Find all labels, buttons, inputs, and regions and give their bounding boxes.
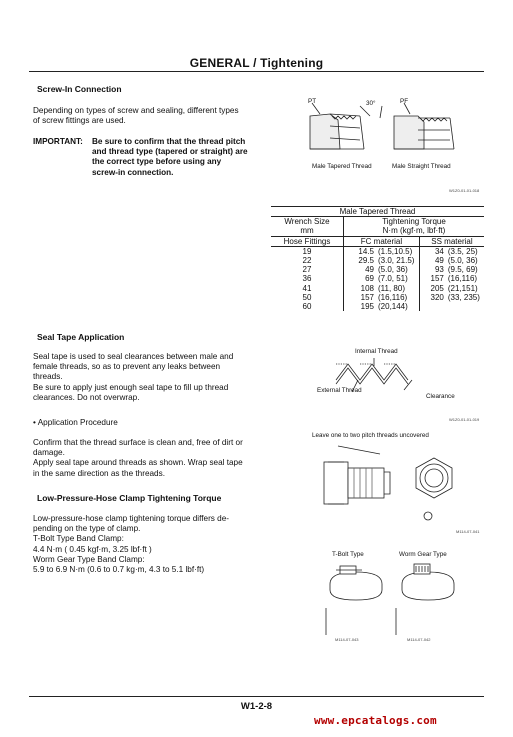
ss-value: 93: [434, 265, 444, 275]
figure-code: M114-07-042: [407, 637, 431, 642]
table-cell: [419, 302, 484, 311]
pt-label: PT: [308, 98, 317, 105]
fc-value: 29.5: [358, 256, 374, 266]
procedure-line: Confirm that the thread surface is clean and, free of dirt or: [33, 438, 243, 447]
header-unit: N·m (kgf·m, lbf·ft): [382, 226, 446, 236]
page-title: GENERAL / Tightening: [189, 56, 324, 70]
torque-rows: [271, 246, 484, 311]
screw-in-line: of screw fittings are used.: [33, 116, 126, 126]
torque-table: [271, 206, 484, 311]
table-cell: [344, 302, 420, 311]
header-torque: Tightening Torque: [382, 217, 446, 227]
seal-tape-wrap-figure: [310, 442, 480, 527]
fc-paren: (11, 80): [378, 283, 405, 293]
clamp-line: 5.9 to 6.9 N·m (0.6 to 0.7 kg·m, 4.3 to 5.1 lbf·ft): [33, 565, 205, 575]
table-cell: [344, 265, 420, 274]
ss-paren: (16,116): [447, 274, 478, 284]
table-row: [271, 256, 484, 265]
screw-in-line: Depending on types of screw and sealing, different types: [33, 106, 239, 115]
application-procedure-text: [33, 438, 266, 479]
torque-table-grid: [271, 206, 484, 311]
pf-label: PF: [400, 98, 409, 105]
header-hose-fittings: Hose Fittings: [271, 236, 344, 246]
external-thread-label: External Thread: [317, 387, 362, 394]
fc-paren: (5.0, 36): [378, 265, 408, 275]
worm-gear-type-label: Worm Gear Type: [399, 551, 447, 558]
page-number: W1-2-8: [240, 701, 273, 712]
header-wrench-size: Wrench Size: [271, 217, 344, 227]
male-straight-caption: Male Straight Thread: [392, 163, 451, 170]
seal-tape-heading: Seal Tape Application: [37, 332, 125, 342]
table-row: [271, 293, 484, 302]
ss-paren: (33, 235): [447, 292, 480, 302]
figure-code: M114-07-041: [456, 529, 480, 534]
fc-value: 195: [360, 302, 374, 312]
seal-tape-line: Be sure to apply just enough seal tape to fill up thread: [33, 382, 229, 392]
important-label: IMPORTANT:: [33, 137, 83, 146]
ss-paren: [444, 302, 448, 311]
table-row: [271, 274, 484, 283]
fc-paren: (20,144): [378, 302, 408, 312]
seal-tape-text: [33, 352, 266, 403]
important-line: screw-in connection.: [92, 167, 174, 177]
ss-value: 157: [430, 274, 444, 284]
title-rule: [29, 71, 484, 72]
table-cell: [344, 293, 420, 302]
ss-value: 320: [430, 292, 444, 302]
clearance-label: Clearance: [426, 393, 455, 400]
table-cell: [419, 274, 484, 283]
male-tapered-caption: Male Tapered Thread: [312, 163, 372, 170]
table-cell: [419, 256, 484, 265]
clamp-line: T-Bolt Type Band Clamp:: [33, 534, 124, 544]
table-row: [271, 284, 484, 293]
clamp-line: pending on the type of clamp.: [33, 524, 141, 534]
fc-value: 14.5: [358, 246, 374, 256]
clamp-text: [33, 514, 267, 575]
thread-type-figure: [300, 94, 475, 174]
clamp-heading: Low-Pressure-Hose Clamp Tightening Torque: [37, 493, 222, 503]
important-line: and thread type (tapered or straight) are: [92, 147, 248, 157]
ss-value: 205: [430, 283, 444, 293]
clamp-line: Worm Gear Type Band Clamp:: [33, 554, 145, 564]
header-fc-material: FC material: [344, 236, 420, 246]
angle-label: 30°: [366, 100, 376, 107]
fc-paren: (7.0, 51): [378, 274, 408, 284]
figure-code: W1Z0-01-01-019: [449, 417, 480, 422]
watermark: www.epcatalogs.com: [314, 714, 437, 727]
table-row: [271, 302, 484, 311]
fc-paren: (1.5,10.5): [378, 246, 413, 256]
procedure-line: Apply seal tape around threads as shown. Wrap seal tape: [33, 458, 243, 468]
table-cell: [419, 284, 484, 293]
ss-paren: (3.5, 25): [447, 246, 478, 256]
table-cell: [344, 274, 420, 283]
fc-value: 49: [365, 265, 374, 275]
ss-paren: (5.0, 36): [447, 256, 478, 266]
seal-tape-line: threads.: [33, 372, 63, 382]
procedure-line: in the same direction as the threads.: [33, 468, 165, 478]
table-cell: 19: [271, 246, 344, 256]
hose-clamp-figure: [322, 560, 467, 635]
ss-paren: (21,151): [447, 283, 478, 293]
screw-in-text: [33, 106, 273, 126]
ss-value: 34: [434, 246, 444, 256]
seal-tape-line: clearances. Do not overwrap.: [33, 392, 140, 402]
tbolt-type-label: T-Bolt Type: [332, 551, 364, 558]
important-text: [92, 137, 267, 178]
table-cell: 41: [271, 284, 344, 293]
figure-code: M114-07-043: [335, 637, 359, 642]
table-cell: [419, 293, 484, 302]
table-cell: [344, 256, 420, 265]
table-cell: [344, 284, 420, 293]
figure-code: W1Z0-01-01-018: [449, 188, 480, 193]
header-mm: mm: [271, 226, 344, 236]
table-unit-row: [271, 226, 484, 236]
fc-value: 69: [365, 274, 374, 284]
fc-paren: (16,116): [378, 292, 408, 302]
header-ss-material: SS material: [431, 236, 473, 246]
table-cell: [344, 246, 420, 256]
fc-value: 108: [360, 283, 374, 293]
table-cell: 22: [271, 256, 344, 265]
screw-in-heading: Screw-In Connection: [37, 84, 122, 94]
table-cell: 60: [271, 302, 344, 311]
table-cell: 50: [271, 293, 344, 302]
fc-paren: (3.0, 21.5): [378, 256, 415, 266]
clamp-line: Low-pressure-hose clamp tightening torque differs de-: [33, 514, 230, 523]
table-cell: 36: [271, 274, 344, 283]
seal-tape-line: Seal tape is used to seal clearances between male and: [33, 352, 234, 361]
table-title-row: [271, 207, 484, 217]
seal-tape-line: female threads, so as to prevent any leaks between: [33, 362, 221, 372]
procedure-line: damage.: [33, 448, 65, 458]
ss-paren: (9.5, 69): [447, 265, 478, 275]
footer-rule: [29, 696, 484, 697]
clamp-line: 4.4 N·m ( 0.45 kgf·m, 3.25 lbf·ft ): [33, 544, 152, 554]
table-row: [271, 246, 484, 256]
table-title: Male Tapered Thread: [339, 207, 416, 216]
table-cell: 27: [271, 265, 344, 274]
table-cell: [419, 265, 484, 274]
table-row: [271, 265, 484, 274]
table-header-row: [271, 217, 484, 227]
internal-thread-label: Internal Thread: [355, 348, 398, 355]
fc-value: 157: [360, 292, 374, 302]
application-procedure-heading: • Application Procedure: [33, 418, 118, 427]
ss-value: 49: [434, 256, 444, 266]
leave-threads-note: Leave one to two pitch threads uncovered: [312, 432, 429, 439]
table-cell: [419, 246, 484, 256]
table-subheader-row: [271, 236, 484, 246]
important-line: the correct type before using any: [92, 157, 222, 167]
important-line: Be sure to confirm that the thread pitch: [92, 137, 246, 146]
